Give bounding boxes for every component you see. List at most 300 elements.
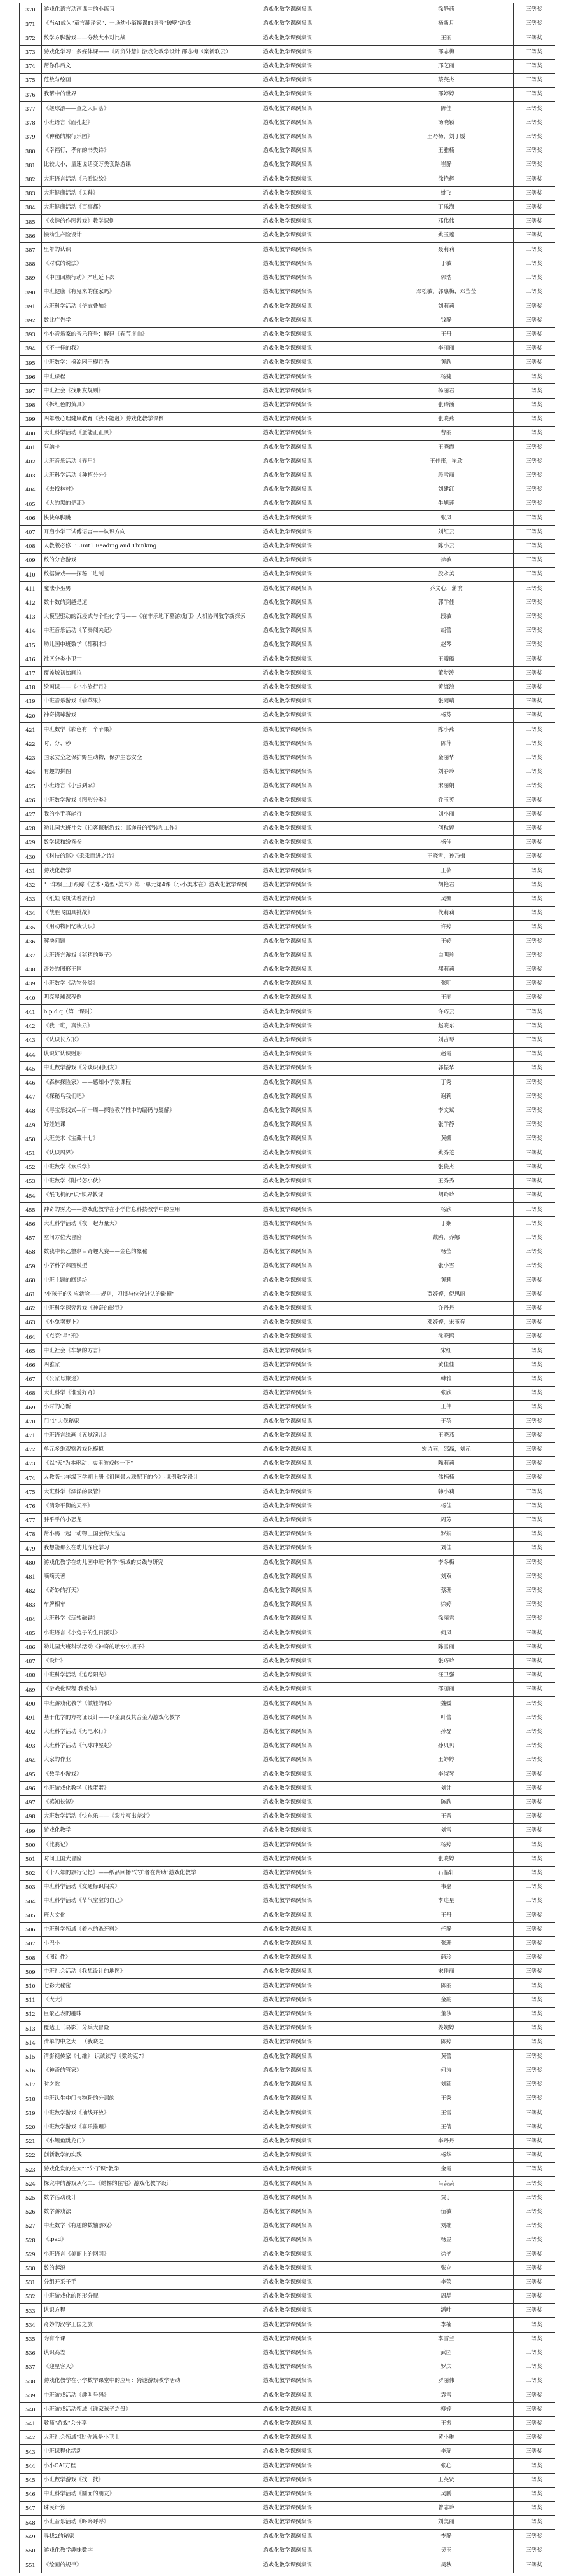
table-row <box>20 793 555 807</box>
entry-number: 532 <box>20 2289 42 2303</box>
entry-authors: 黄佳佳 <box>379 1358 514 1372</box>
entry-number: 529 <box>20 2247 42 2261</box>
entry-category: 游戏化教学课例集课 <box>261 313 379 327</box>
entry-number: 551 <box>20 2558 42 2573</box>
entry-number: 371 <box>20 17 42 31</box>
table-row <box>20 1570 555 1584</box>
entry-number: 391 <box>20 299 42 313</box>
entry-title: 游戏化教学 <box>41 864 261 878</box>
entry-category: 游戏化教学课例集课 <box>261 186 379 200</box>
entry-title: 《以"天"为本驱动：实里游戏转一下" <box>41 1456 261 1470</box>
entry-award: 三等奖 <box>513 1697 555 1711</box>
table-row <box>20 398 555 412</box>
entry-award: 三等奖 <box>513 2007 555 2021</box>
entry-title: 比较大小，量速说话变万类套路游课 <box>41 158 261 172</box>
table-row <box>20 1542 555 1556</box>
entry-authors: 刘建红 <box>379 483 514 497</box>
table-row <box>20 2402 555 2416</box>
table-row <box>20 2078 555 2092</box>
entry-title: 游戏化教学在幼儿园中班"科学"领域的实践与研究 <box>41 1556 261 1570</box>
entry-title: 魔法小巫男 <box>41 582 261 596</box>
entry-title: 教师"游戏"会分享 <box>41 2416 261 2430</box>
table-row <box>20 1358 555 1372</box>
table-row <box>20 2289 555 2303</box>
entry-number: 512 <box>20 2007 42 2021</box>
table-row <box>20 1104 555 1118</box>
entry-category: 游戏化教学课例集课 <box>261 341 379 355</box>
entry-title: 快快单脚跳 <box>41 511 261 525</box>
entry-authors: 曹丽 <box>379 427 514 441</box>
entry-number: 495 <box>20 1767 42 1781</box>
entry-award: 三等奖 <box>513 186 555 200</box>
entry-category: 游戏化教学课例集课 <box>261 1019 379 1033</box>
entry-title: 绘画课——《小小旅行月》 <box>41 680 261 694</box>
entry-award: 三等奖 <box>513 1936 555 1950</box>
entry-authors: 邵婷婷 <box>379 88 514 102</box>
entry-category: 游戏化教学课例集课 <box>261 384 379 398</box>
entry-authors: 李冬梅 <box>379 1556 514 1570</box>
entry-category: 游戏化教学课例集课 <box>261 1189 379 1203</box>
entry-award: 三等奖 <box>513 1753 555 1767</box>
entry-category: 游戏化教学课例集课 <box>261 229 379 243</box>
table-row <box>20 285 555 299</box>
entry-category: 游戏化教学课例集课 <box>261 2304 379 2318</box>
entry-authors: 张小雪 <box>379 1259 514 1273</box>
entry-category: 游戏化教学课例集课 <box>261 1005 379 1019</box>
entry-title: 《纸飞机的"识"识界教课 <box>41 1189 261 1203</box>
entry-award: 三等奖 <box>513 610 555 624</box>
entry-title: 《幸福行，孝你的书类诗》 <box>41 144 261 158</box>
entry-title: 中班数学《欢乐学》 <box>41 1160 261 1174</box>
entry-award: 三等奖 <box>513 327 555 341</box>
entry-category: 游戏化教学课例集课 <box>261 751 379 765</box>
entry-category: 游戏化教学课例集课 <box>261 88 379 102</box>
entry-title: 帮小鸭一起一动物王国会传大巡迈 <box>41 1527 261 1541</box>
entry-authors: 邓婷婷，宋玉春 <box>379 1315 514 1329</box>
entry-award: 三等奖 <box>513 243 555 257</box>
entry-award: 三等奖 <box>513 2064 555 2078</box>
table-row <box>20 2516 555 2530</box>
entry-number: 540 <box>20 2402 42 2416</box>
entry-category: 游戏化教学课例集课 <box>261 779 379 793</box>
entry-award: 三等奖 <box>513 1203 555 1217</box>
entry-award: 三等奖 <box>513 723 555 737</box>
entry-title: 阿纳卡 <box>41 441 261 455</box>
entry-category: 游戏化教学课例集课 <box>261 285 379 299</box>
entry-title: 《中国回族行动》产班延下次 <box>41 271 261 285</box>
entry-award: 三等奖 <box>513 864 555 878</box>
entry-award: 三等奖 <box>513 384 555 398</box>
table-row <box>20 74 555 88</box>
entry-title: 《当AI成为"童言翻译家"：一场幼小衔接课的语音"破壁"游戏 <box>41 17 261 31</box>
entry-number: 372 <box>20 31 42 45</box>
table-row <box>20 1048 555 1062</box>
table-row <box>20 1838 555 1852</box>
entry-award: 三等奖 <box>513 1076 555 1090</box>
entry-award: 三等奖 <box>513 1118 555 1132</box>
entry-number: 433 <box>20 892 42 906</box>
entry-authors: 徐艳辉 <box>379 172 514 186</box>
entry-award: 三等奖 <box>513 59 555 73</box>
entry-category: 游戏化教学课例集课 <box>261 1160 379 1174</box>
table-row <box>20 1415 555 1428</box>
entry-authors: 吴鹏 <box>379 2487 514 2501</box>
entry-number: 523 <box>20 2163 42 2177</box>
entry-authors: 陈小燕 <box>379 723 514 737</box>
entry-authors: 王丹 <box>379 327 514 341</box>
table-row <box>20 1005 555 1019</box>
entry-title: 四年级心理健康教育《我不能赶》游戏化教学课例 <box>41 412 261 426</box>
table-row <box>20 2430 555 2444</box>
entry-number: 528 <box>20 2233 42 2247</box>
table-row <box>20 1428 555 1442</box>
entry-title: 《认识长方形》 <box>41 1033 261 1047</box>
entry-category: 游戏化教学课例集课 <box>261 2487 379 2501</box>
entry-title: 游戏化教学趣味数字 <box>41 2544 261 2558</box>
entry-category: 游戏化教学课例集课 <box>261 1273 379 1287</box>
entry-number: 545 <box>20 2473 42 2487</box>
table-row <box>20 610 555 624</box>
entry-award: 三等奖 <box>513 1217 555 1231</box>
table-row <box>20 765 555 779</box>
entry-authors: 王秀 <box>379 2092 514 2106</box>
entry-award: 三等奖 <box>513 1838 555 1852</box>
entry-authors: 何凤 <box>379 1626 514 1640</box>
entry-category: 游戏化教学课例集课 <box>261 1174 379 1188</box>
entry-title: 开启小学三试傅语言——认识方向 <box>41 525 261 539</box>
entry-category: 游戏化教学课例集课 <box>261 243 379 257</box>
entry-award: 三等奖 <box>513 31 555 45</box>
entry-title: 数学游戏法 <box>41 2205 261 2219</box>
entry-number: 488 <box>20 1668 42 1682</box>
entry-authors: 潘叶 <box>379 2304 514 2318</box>
entry-category: 游戏化教学课例集课 <box>261 2036 379 2050</box>
entry-title: 数学方脚游戏——分数大小对比战 <box>41 31 261 45</box>
entry-category: 游戏化教学课例集课 <box>261 299 379 313</box>
entry-authors: 董梦涛 <box>379 666 514 680</box>
entry-title: 胖乎乎的小恐龙 <box>41 1513 261 1527</box>
entry-award: 三等奖 <box>513 1146 555 1160</box>
entry-category: 游戏化教学课例集课 <box>261 130 379 144</box>
table-row <box>20 2360 555 2374</box>
entry-title: 《十八年的旅行记忆》——纸品回播"守护者在帮助"游戏化教学 <box>41 1866 261 1880</box>
entry-number: 382 <box>20 172 42 186</box>
entry-authors: 金丽华 <box>379 751 514 765</box>
entry-number: 403 <box>20 469 42 483</box>
entry-authors: 李雪兰 <box>379 2332 514 2346</box>
entry-award: 三等奖 <box>513 1372 555 1386</box>
entry-number: 539 <box>20 2388 42 2402</box>
entry-number: 487 <box>20 1654 42 1668</box>
entry-title: 探究中的游戏从化工：《蜡梯的住宅》游戏化教学设计 <box>41 2177 261 2191</box>
entry-award: 三等奖 <box>513 1739 555 1753</box>
entry-category: 游戏化教学课例集课 <box>261 1259 379 1273</box>
entry-title: 游戏化教学 <box>41 1824 261 1838</box>
entry-category: 游戏化教学课例集课 <box>261 469 379 483</box>
entry-category: 游戏化教学课例集课 <box>261 31 379 45</box>
entry-number: 428 <box>20 821 42 835</box>
entry-title: 大班美术《宝藏十七》 <box>41 1132 261 1146</box>
entry-category: 游戏化教学课例集课 <box>261 1033 379 1047</box>
entry-award: 三等奖 <box>513 1033 555 1047</box>
entry-award: 三等奖 <box>513 1612 555 1626</box>
entry-award: 三等奖 <box>513 1160 555 1174</box>
entry-number: 424 <box>20 765 42 779</box>
entry-category: 游戏化教学课例集课 <box>261 1852 379 1866</box>
entry-category: 游戏化教学课例集课 <box>261 582 379 596</box>
entry-title: 数比广告学 <box>41 313 261 327</box>
entry-award: 三等奖 <box>513 666 555 680</box>
entry-award: 三等奖 <box>513 2261 555 2275</box>
entry-authors: 汪卫强 <box>379 1668 514 1682</box>
entry-number: 500 <box>20 1838 42 1852</box>
entry-title: 《去找林村》 <box>41 483 261 497</box>
table-row <box>20 271 555 285</box>
entry-number: 546 <box>20 2487 42 2501</box>
entry-title: 社区分类小卫士 <box>41 652 261 666</box>
entry-category: 游戏化教学课例集课 <box>261 1640 379 1654</box>
entry-number: 505 <box>20 1908 42 1922</box>
entry-award: 三等奖 <box>513 2487 555 2501</box>
entry-authors: 王秀秀 <box>379 1174 514 1188</box>
entry-authors: 周芳 <box>379 1513 514 1527</box>
entry-category: 游戏化教学课例集课 <box>261 539 379 553</box>
entry-title: 大班音乐活动《弄里》 <box>41 455 261 469</box>
entry-category: 游戏化教学课例集课 <box>261 2275 379 2289</box>
table-row <box>20 1824 555 1838</box>
entry-title: 大班科学活动《种植分分》 <box>41 469 261 483</box>
entry-category: 游戏化教学课例集课 <box>261 1739 379 1753</box>
entry-award: 三等奖 <box>513 2289 555 2303</box>
award-list-rows <box>20 3 555 2573</box>
table-row <box>20 172 555 186</box>
table-row <box>20 935 555 949</box>
entry-award: 三等奖 <box>513 1315 555 1329</box>
entry-category: 游戏化教学课例集课 <box>261 1584 379 1598</box>
entry-title: 范数与绘画 <box>41 74 261 88</box>
table-row <box>20 2191 555 2205</box>
entry-category: 游戏化教学课例集课 <box>261 2346 379 2360</box>
table-row <box>20 1471 555 1485</box>
entry-title: 小班语言《小蛋到家》 <box>41 779 261 793</box>
table-row <box>20 102 555 116</box>
entry-number: 417 <box>20 666 42 680</box>
entry-number: 466 <box>20 1358 42 1372</box>
entry-number: 435 <box>20 921 42 935</box>
entry-authors: 陈婷 <box>379 2036 514 2050</box>
entry-number: 502 <box>20 1866 42 1880</box>
entry-title: 小班语言《面孔起》 <box>41 116 261 130</box>
entry-category: 游戏化教学课例集课 <box>261 455 379 469</box>
entry-number: 394 <box>20 341 42 355</box>
entry-authors: 殷永美 <box>379 568 514 582</box>
table-row <box>20 1922 555 1936</box>
table-row <box>20 694 555 708</box>
entry-award: 三等奖 <box>513 892 555 906</box>
entry-category: 游戏化教学课例集课 <box>261 398 379 412</box>
entry-number: 514 <box>20 2036 42 2050</box>
entry-award: 三等奖 <box>513 2558 555 2573</box>
entry-title: 中班社会《车辆的方言》 <box>41 1344 261 1358</box>
entry-authors: 李连星 <box>379 1894 514 1908</box>
entry-number: 415 <box>20 638 42 652</box>
entry-category: 游戏化教学课例集课 <box>261 2148 379 2162</box>
entry-number: 483 <box>20 1598 42 1612</box>
entry-title: 中班数学游戏《图形分类》 <box>41 793 261 807</box>
entry-category: 游戏化教学课例集课 <box>261 991 379 1005</box>
entry-category: 游戏化教学课例集课 <box>261 102 379 116</box>
entry-number: 399 <box>20 412 42 426</box>
entry-number: 513 <box>20 2022 42 2036</box>
entry-number: 416 <box>20 652 42 666</box>
entry-award: 三等奖 <box>513 2346 555 2360</box>
entry-category: 游戏化教学课例集课 <box>261 3 379 17</box>
entry-title: 大班语言活动《乐看说绘》 <box>41 172 261 186</box>
entry-category: 游戏化教学课例集课 <box>261 200 379 214</box>
entry-category: 游戏化教学课例集课 <box>261 610 379 624</box>
entry-category: 游戏化教学课例集课 <box>261 680 379 694</box>
entry-title: 小小CAI方程 <box>41 2459 261 2473</box>
table-row <box>20 2036 555 2050</box>
table-row <box>20 299 555 313</box>
entry-number: 541 <box>20 2416 42 2430</box>
entry-title: 中班科学活动《交通标识闯关》 <box>41 1881 261 1894</box>
entry-award: 三等奖 <box>513 737 555 751</box>
table-row <box>20 1979 555 1993</box>
entry-title: 《我一班，真快乐》 <box>41 1019 261 1033</box>
entry-number: 405 <box>20 497 42 511</box>
table-row <box>20 1556 555 1570</box>
table-row <box>20 1908 555 1922</box>
entry-category: 游戏化教学课例集课 <box>261 2516 379 2530</box>
entry-authors: 孙贝贝 <box>379 1739 514 1753</box>
entry-authors: 谢莉 <box>379 1090 514 1104</box>
entry-award: 三等奖 <box>513 1979 555 1993</box>
entry-category: 游戏化教学课例集课 <box>261 497 379 511</box>
entry-award: 三等奖 <box>513 977 555 991</box>
table-row <box>20 384 555 398</box>
table-row <box>20 2332 555 2346</box>
entry-category: 游戏化教学课例集课 <box>261 1824 379 1838</box>
table-row <box>20 427 555 441</box>
entry-title: 幼儿园大班社会《拍客探秘游戏：邮递员的变装和工作》 <box>41 821 261 835</box>
entry-number: 381 <box>20 158 42 172</box>
entry-award: 三等奖 <box>513 1767 555 1781</box>
table-row <box>20 949 555 963</box>
entry-category: 游戏化教学课例集课 <box>261 1965 379 1979</box>
table-row <box>20 751 555 765</box>
entry-number: 524 <box>20 2177 42 2191</box>
entry-number: 397 <box>20 384 42 398</box>
entry-award: 三等奖 <box>513 497 555 511</box>
entry-award: 三等奖 <box>513 1711 555 1725</box>
entry-authors: 石晶轩 <box>379 1866 514 1880</box>
entry-authors: 陈佳 <box>379 102 514 116</box>
entry-number: 470 <box>20 1415 42 1428</box>
entry-award: 三等奖 <box>513 144 555 158</box>
entry-category: 游戏化教学课例集课 <box>261 327 379 341</box>
table-row <box>20 2050 555 2064</box>
entry-number: 498 <box>20 1810 42 1824</box>
entry-category: 游戏化教学课例集课 <box>261 2247 379 2261</box>
table-row <box>20 1287 555 1301</box>
entry-number: 460 <box>20 1273 42 1287</box>
table-row <box>20 1076 555 1090</box>
entry-title: 大班语言游戏《猪猪的鼻子》 <box>41 949 261 963</box>
table-row <box>20 1174 555 1188</box>
entry-title: 基于化学的方物证设计——以金属及其合金为游戏化教学 <box>41 1711 261 1725</box>
entry-award: 三等奖 <box>513 1231 555 1245</box>
entry-category: 游戏化教学课例集课 <box>261 370 379 384</box>
entry-category: 游戏化教学课例集课 <box>261 1556 379 1570</box>
entry-title: 慢动生产险设计 <box>41 229 261 243</box>
table-row <box>20 497 555 511</box>
entry-award: 三等奖 <box>513 158 555 172</box>
entry-category: 游戏化教学课例集课 <box>261 1344 379 1358</box>
table-row <box>20 2318 555 2332</box>
entry-authors: 曾志玲 <box>379 2501 514 2515</box>
entry-authors: 杨婷 <box>379 1838 514 1852</box>
table-row <box>20 1301 555 1315</box>
entry-award: 三等奖 <box>513 850 555 864</box>
entry-category: 游戏化教学课例集课 <box>261 1668 379 1682</box>
entry-title: 清影视传家《七维》 识读读写《数约克7》 <box>41 2050 261 2064</box>
entry-category: 游戏化教学课例集课 <box>261 2064 379 2078</box>
entry-number: 387 <box>20 243 42 257</box>
entry-number: 427 <box>20 807 42 821</box>
entry-authors: 吴秋 <box>379 2558 514 2573</box>
entry-award: 三等奖 <box>513 1401 555 1415</box>
entry-number: 462 <box>20 1301 42 1315</box>
entry-category: 游戏化教学课例集课 <box>261 2007 379 2021</box>
entry-number: 436 <box>20 935 42 949</box>
entry-authors: 胡艳君 <box>379 878 514 892</box>
entry-authors: 刘小丽 <box>379 807 514 821</box>
entry-category: 游戏化教学课例集课 <box>261 1076 379 1090</box>
table-row <box>20 1626 555 1640</box>
entry-category: 游戏化教学课例集课 <box>261 2544 379 2558</box>
entry-category: 游戏化教学课例集课 <box>261 1626 379 1640</box>
entry-authors: 刘双 <box>379 1570 514 1584</box>
entry-number: 400 <box>20 427 42 441</box>
entry-authors: 胡玲玲 <box>379 1189 514 1203</box>
table-row <box>20 2558 555 2573</box>
entry-title: 大班科学《玩转磁铁》 <box>41 1612 261 1626</box>
entry-number: 456 <box>20 1217 42 1231</box>
entry-award: 三等奖 <box>513 2501 555 2515</box>
entry-number: 440 <box>20 991 42 1005</box>
entry-authors: 董莎 <box>379 2007 514 2021</box>
entry-number: 491 <box>20 1711 42 1725</box>
entry-category: 游戏化教学课例集课 <box>261 1428 379 1442</box>
entry-authors: 杨华 <box>379 2148 514 2162</box>
entry-award: 三等奖 <box>513 398 555 412</box>
entry-award: 三等奖 <box>513 624 555 638</box>
entry-category: 游戏化教学课例集课 <box>261 441 379 455</box>
entry-title: 游戏化学习：多媒体课——《周贸外慧》游戏化教学设计 邵志梅（案新联云） <box>41 45 261 59</box>
entry-category: 游戏化教学课例集课 <box>261 356 379 370</box>
entry-authors: 杨莹 <box>379 1245 514 1259</box>
table-row <box>20 1513 555 1527</box>
entry-title: 《神奇的管家》 <box>41 2064 261 2078</box>
entry-number: 477 <box>20 1513 42 1527</box>
entry-title: 《拆红色的黄具》 <box>41 398 261 412</box>
entry-title: 小小音乐家的音乐符号：解码《春节序曲》 <box>41 327 261 341</box>
entry-award: 三等奖 <box>513 1104 555 1118</box>
entry-category: 游戏化教学课例集课 <box>261 1315 379 1329</box>
entry-authors: 袁雪 <box>379 2388 514 2402</box>
entry-title: 大班健康活动《百事都》 <box>41 200 261 214</box>
